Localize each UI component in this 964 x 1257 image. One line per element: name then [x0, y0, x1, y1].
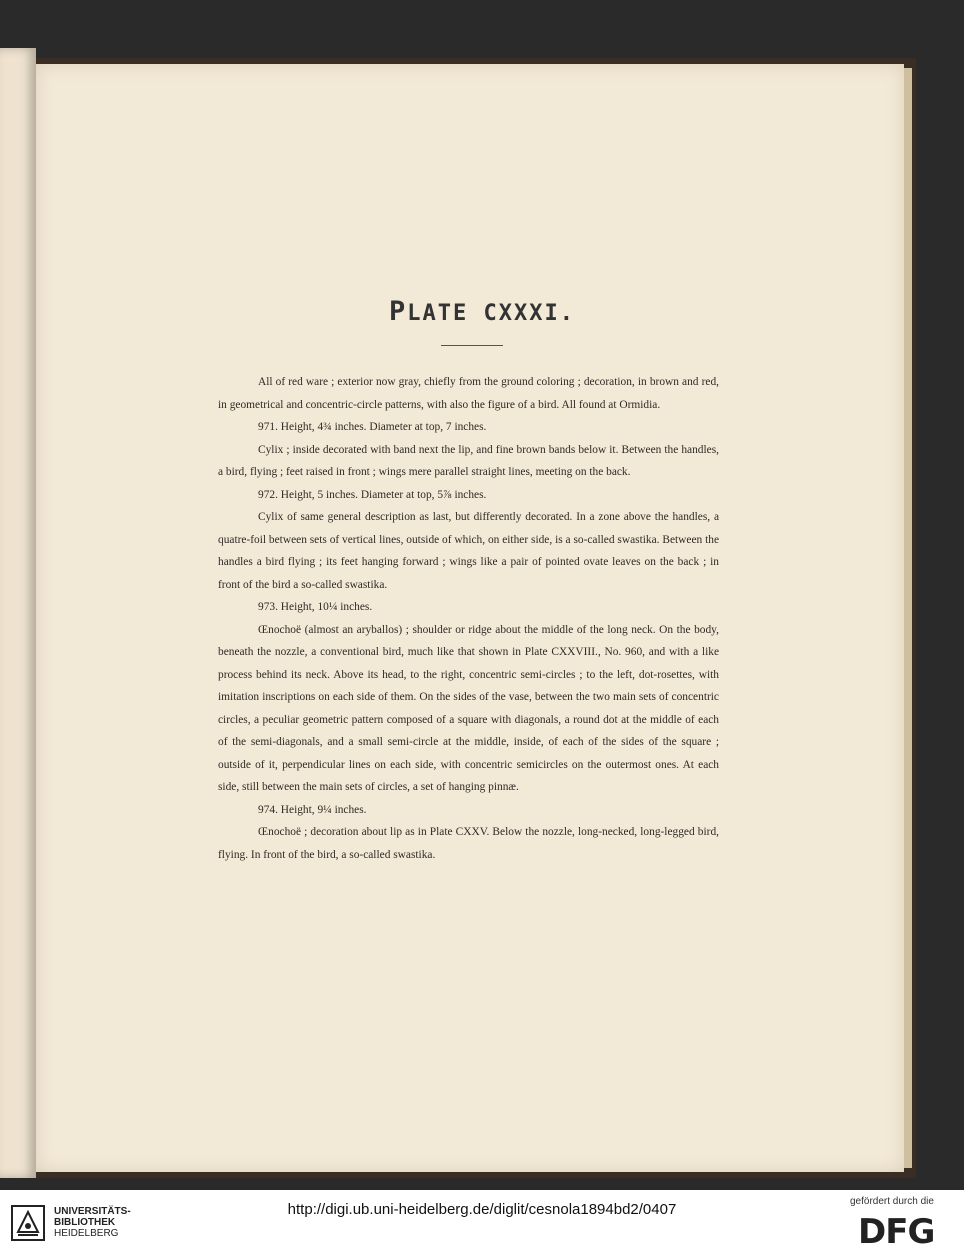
- paragraph-974-body: Œnochoë ; decoration about lip as in Plate CXXV. Below the nozzle, long-necked, long-legged bird, flying. In front of the bird, a so-called swastika.: [218, 826, 719, 861]
- institution-line-3: HEIDELBERG: [54, 1228, 119, 1239]
- paragraph-974-heading: 974. Height, 9¼ inches.: [258, 803, 367, 816]
- dfg-logo[interactable]: DFG: [858, 1212, 935, 1252]
- sponsor-label: gefördert durch die: [850, 1196, 934, 1207]
- plate-title-number: CXXXI.: [483, 301, 575, 326]
- plate-title: [0, 296, 964, 327]
- paragraph-intro: All of red ware ; exterior now gray, chiefly from the ground coloring ; decoration, in brown and red, in geometrical and concentric-circle patterns, with also the figure of a bird. All found at Ormidia.: [218, 376, 719, 411]
- institution-line-2: BIBLIOTHEK: [54, 1217, 116, 1228]
- plate-title-word: LATE: [407, 301, 469, 326]
- paragraph-972-body: Cylix of same general description as last, but differently decorated. In a zone above the handles, a quatre-foil between sets of vertical lines, outside of which, on either side, is a so-called swastika. Between the handles a bird flying ; its feet hanging forward ; wings like a pair of pointed ovate leaves on the back ; in front of the bird a so-called swastika.: [218, 511, 719, 591]
- previous-page-edge: [0, 48, 36, 1178]
- permalink-url[interactable]: http://digi.ub.uni-heidelberg.de/diglit/cesnola1894bd2/0407: [287, 1201, 677, 1218]
- plate-title-initial: P: [389, 296, 408, 327]
- paragraph-973-body: Œnochoë (almost an aryballos) ; shoulder or ridge about the middle of the long neck. On the body, beneath the nozzle, a conventional bird, much like that shown in Plate CXXVIII., No. 960, and with a like process behind its neck. Above its head, to the right, concentric semi-circles ; to the left, dot-rosettes, with imitation inscriptions on each side of them. On the sides of the vase, between the two main sets of concentric circles, a peculiar geometric pattern composed of a square with diagonals, a round dot at the middle of each of the semi-diagonals, and a small semi-circle at the middle, inside, of each of the sides of the square ; outside of it, perpendicular lines on each side, with concentric semicircles on the outermost ones. At each side, still between the main sets of circles, a set of hanging pinnæ.: [218, 623, 719, 793]
- institution-line-1: UNIVERSITÄTS-: [54, 1206, 131, 1217]
- plate-description: [218, 371, 719, 866]
- paragraph-973-heading: 973. Height, 10¼ inches.: [258, 601, 373, 613]
- paragraph-971-body: Cylix ; inside decorated with band next the lip, and fine brown bands below it. Between the handles, a bird, flying ; feet raised in front ; wings mere parallel straight lines, meeting on the back.: [218, 443, 719, 478]
- paragraph-971-heading: 971. Height, 4¾ inches. Diameter at top, 7 inches.: [258, 421, 487, 433]
- title-rule: [441, 345, 503, 346]
- paragraph-972-heading: 972. Height, 5 inches. Diameter at top, 5⅞ inches.: [258, 488, 487, 501]
